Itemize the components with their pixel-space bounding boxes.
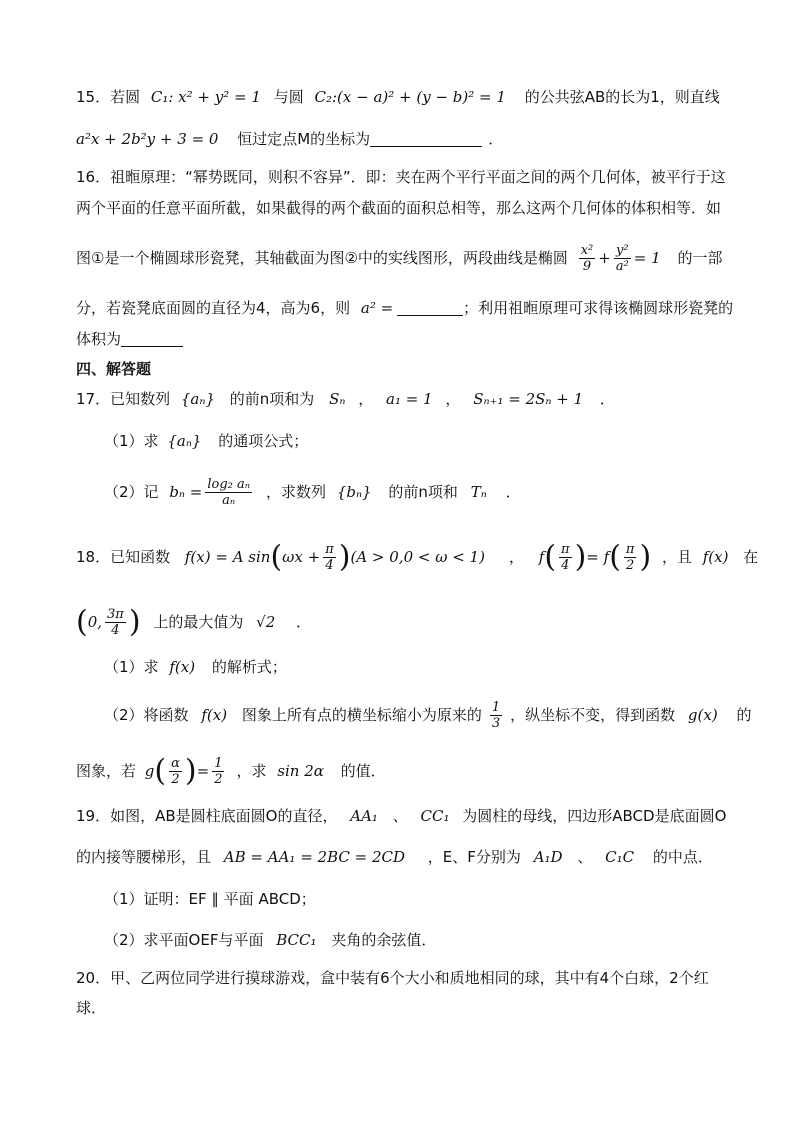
q20-line1: 20．甲、乙两位同学进行摸球游戏，盒中装有6个大小和质地相同的球，其中有4个白球，2个红 bbox=[76, 969, 709, 987]
q18-f-right: = f bbox=[586, 548, 610, 566]
q16-a-squared: a² = bbox=[360, 299, 394, 317]
q18-pi-over-4: $\frac{\pi}{4}$ bbox=[325, 542, 334, 573]
q17-part1-label: （1）求 bbox=[104, 432, 159, 450]
q17-sn: Sₙ bbox=[329, 390, 346, 408]
q18-part2-line1 bbox=[104, 700, 751, 731]
q17-a1: a₁ = 1 bbox=[386, 390, 433, 408]
q18-f-left: f bbox=[538, 548, 545, 566]
q17-recurrence: Sₙ₊₁ = 2Sₙ + 1 bbox=[473, 390, 584, 408]
q17-part1-seq: {aₙ} bbox=[167, 432, 202, 450]
q16-line1: 16．祖暅原理：“幂势既同，则积不容异”．即：夹在两个平行平面之间的两个几何体，被平行于这 bbox=[76, 168, 726, 186]
q18-equals: = bbox=[196, 762, 210, 780]
q16-answer-blank-1 bbox=[397, 315, 463, 316]
q17-part2-text2: 的前n项和 bbox=[388, 483, 458, 501]
q17-part2-end: ． bbox=[505, 483, 521, 501]
q19-stem-line2 bbox=[76, 846, 713, 868]
q18-comma: ， bbox=[508, 548, 524, 566]
q16-fraction-x: $\frac{\text{x²}}{9}$ bbox=[580, 243, 594, 274]
q17-stem-b: 的前n项和为 bbox=[229, 390, 315, 408]
q18-part2-fx: f(x) bbox=[201, 706, 228, 724]
q19-stem-line1 bbox=[76, 805, 726, 827]
q17-tn: Tₙ bbox=[470, 483, 487, 501]
q16-line5 bbox=[76, 328, 183, 350]
q15-tail: 的公共弦AB的长为1，则直线 bbox=[524, 88, 720, 106]
q17-sequence: {aₙ} bbox=[180, 390, 215, 408]
q16-line3-tail: 的一部 bbox=[677, 249, 723, 267]
q17-part2 bbox=[104, 477, 521, 508]
q18-stem-line2: (0, $\frac{3\pi}{4}$ ) 上的最大值为 √2 ． bbox=[76, 604, 312, 640]
q18-part2-text2: ，纵坐标不变，得到函数 bbox=[510, 706, 676, 724]
q18-period: ． bbox=[296, 613, 312, 631]
q18-gx: g(x) bbox=[687, 706, 718, 724]
q17-bn: bₙ = bbox=[169, 483, 203, 501]
q16-fraction-y: $\frac{\text{y²}}{\text{a²}}$ bbox=[615, 243, 629, 274]
q17-stem bbox=[76, 388, 615, 410]
q15-circle-c2: C₂:(x − a)² + (y − b)² = 1 bbox=[314, 88, 506, 106]
q16-plus: + bbox=[598, 249, 611, 267]
q15-line2 bbox=[76, 128, 503, 150]
q16-line3-text: 图①是一个椭圆球形瓷凳，其轴截面为图②中的实线图形，两段曲线是椭圆 bbox=[76, 249, 568, 267]
q16-line4 bbox=[76, 297, 733, 319]
q20-line2: 球． bbox=[76, 999, 107, 1017]
q19-part2-a: （2）求平面OEF与平面 bbox=[104, 931, 264, 949]
q19-stem-b: 为圆柱的母线，四边形ABCD是底面圆O bbox=[462, 807, 727, 825]
q18-g: g bbox=[144, 762, 155, 780]
q18-part1 bbox=[104, 656, 287, 678]
q15-prefix: 15．若圆 bbox=[76, 88, 141, 106]
q19-sep: 、 bbox=[392, 807, 408, 825]
q17-part2-label: （2）记 bbox=[104, 483, 159, 501]
q18-part2-line2-c: 的值． bbox=[340, 762, 386, 780]
q18-part2-line2: 图象，若 g( $\frac{\alpha}{2}$ )= $\frac{1}{2}$ ，求 sin 2α 的值． bbox=[76, 753, 386, 789]
q19-aa1: AA₁ bbox=[350, 807, 378, 825]
q17-comma-1: ， bbox=[358, 390, 374, 408]
q17-part2-text: ，求数列 bbox=[266, 483, 327, 501]
q19-line2-b: ，E、F分别为 bbox=[427, 848, 521, 866]
q19-part1: （1）证明：EF ∥ 平面 ABCD； bbox=[104, 890, 316, 908]
q19-cc1: CC₁ bbox=[420, 807, 450, 825]
q18-part2-text3: 的 bbox=[736, 706, 752, 724]
q18-alpha-over-2: $\frac{\alpha}{2}$ bbox=[171, 756, 180, 787]
q18-three-pi-over-4: $\frac{3\pi}{4}$ bbox=[107, 607, 124, 638]
q15-mid: 与圆 bbox=[273, 88, 304, 106]
q19-sep2: 、 bbox=[577, 848, 593, 866]
q18-sin2alpha: sin 2α bbox=[277, 762, 324, 780]
q18-part1-fx: f(x) bbox=[169, 658, 196, 676]
q18-stem-c: 在 bbox=[743, 548, 759, 566]
q18-one-third: $\frac{1}{3}$ bbox=[491, 700, 501, 731]
q19-line2-c: 的中点． bbox=[652, 848, 713, 866]
q18-interval-start: 0, bbox=[87, 613, 103, 631]
section-heading: 四、解答题 bbox=[76, 360, 152, 378]
q19-line2-a: 的内接等腰梯形，且 bbox=[76, 848, 212, 866]
q15-end: ． bbox=[488, 130, 504, 148]
q18-part1-text: 的解析式； bbox=[211, 658, 287, 676]
q18-pi-over-2: $\frac{\pi}{2}$ bbox=[625, 542, 635, 573]
q16-line3 bbox=[76, 243, 722, 274]
q17-part2-seq: {bₙ} bbox=[336, 483, 372, 501]
q18-stem-line1: 18．已知函数 f(x) = A sin(ωx + $\frac{\pi}{4}$ )(A > 0,0 < ω < 1) ， f( $\frac{\pi}{4}$ )= f( $\frac{\pi}{2}$ ) ，且 f(x) 在 bbox=[76, 539, 759, 575]
q17-comma-2: ， bbox=[445, 390, 461, 408]
q18-part2-text: 图象上所有点的横坐标缩小为原来的 bbox=[241, 706, 482, 724]
q18-part2-line2-a: 图象，若 bbox=[76, 762, 137, 780]
q17-period: ． bbox=[599, 390, 615, 408]
q17-part1-text: 的通项公式； bbox=[218, 432, 309, 450]
q16-line4-text: 分，若瓷凳底面圆的直径为4，高为6，则 bbox=[76, 299, 351, 317]
q18-f-def: f(x) = A sin bbox=[184, 548, 271, 566]
q17-part1 bbox=[104, 430, 308, 452]
q16-volume-text: 体积为 bbox=[76, 330, 122, 348]
q19-part2-b: 夹角的余弦值． bbox=[331, 931, 437, 949]
q15-question-text: 恒过定点M的坐标为 bbox=[237, 130, 371, 148]
q19-c1c: C₁C bbox=[605, 848, 635, 866]
q17-stem-a: 17．已知数列 bbox=[76, 390, 171, 408]
q19-bcc1: BCC₁ bbox=[276, 931, 317, 949]
q19-equation: AB = AA₁ = 2BC = 2CD bbox=[223, 848, 406, 866]
q18-conditions: (A > 0,0 < ω < 1) bbox=[350, 548, 485, 566]
q18-part2-label: （2）将函数 bbox=[104, 706, 189, 724]
q18-stem-b: ，且 bbox=[661, 548, 692, 566]
q15-answer-blank bbox=[370, 146, 482, 147]
q16-answer-blank-2 bbox=[121, 346, 183, 347]
q19-part2 bbox=[104, 929, 436, 951]
q15-line1 bbox=[76, 86, 720, 108]
q18-sqrt2: √2 bbox=[256, 613, 276, 631]
q18-pi-over-4-b: $\frac{\pi}{4}$ bbox=[561, 542, 570, 573]
q17-bn-fraction: $\frac{\text{log₂ aₙ}}{\text{aₙ}}$ bbox=[207, 477, 251, 508]
q18-arg: ωx + bbox=[282, 548, 321, 566]
q18-part1-label: （1）求 bbox=[104, 658, 159, 676]
q18-stem-a: 18．已知函数 bbox=[76, 548, 171, 566]
q16-eq-one: = 1 bbox=[633, 249, 661, 267]
q16-line4-tail: ；利用祖暅原理可求得该椭圆球形瓷凳的 bbox=[463, 299, 734, 317]
q18-stem-d: 上的最大值为 bbox=[153, 613, 244, 631]
q16-line2: 两个平面的任意平面所截，如果截得的两个截面的面积总相等，那么这两个几何体的体积相等．如 bbox=[76, 199, 722, 217]
q18-part2-line2-b: ，求 bbox=[236, 762, 267, 780]
q15-circle-c1: C₁: x² + y² = 1 bbox=[150, 88, 261, 106]
q18-one-half: $\frac{1}{2}$ bbox=[214, 756, 223, 787]
q19-a1d: A₁D bbox=[533, 848, 563, 866]
q18-fx: f(x) bbox=[702, 548, 729, 566]
q19-stem-a: 19．如图，AB是圆柱底面圆O的直径， bbox=[76, 807, 338, 825]
q15-line-equation: a²x + 2b²y + 3 = 0 bbox=[76, 130, 219, 148]
